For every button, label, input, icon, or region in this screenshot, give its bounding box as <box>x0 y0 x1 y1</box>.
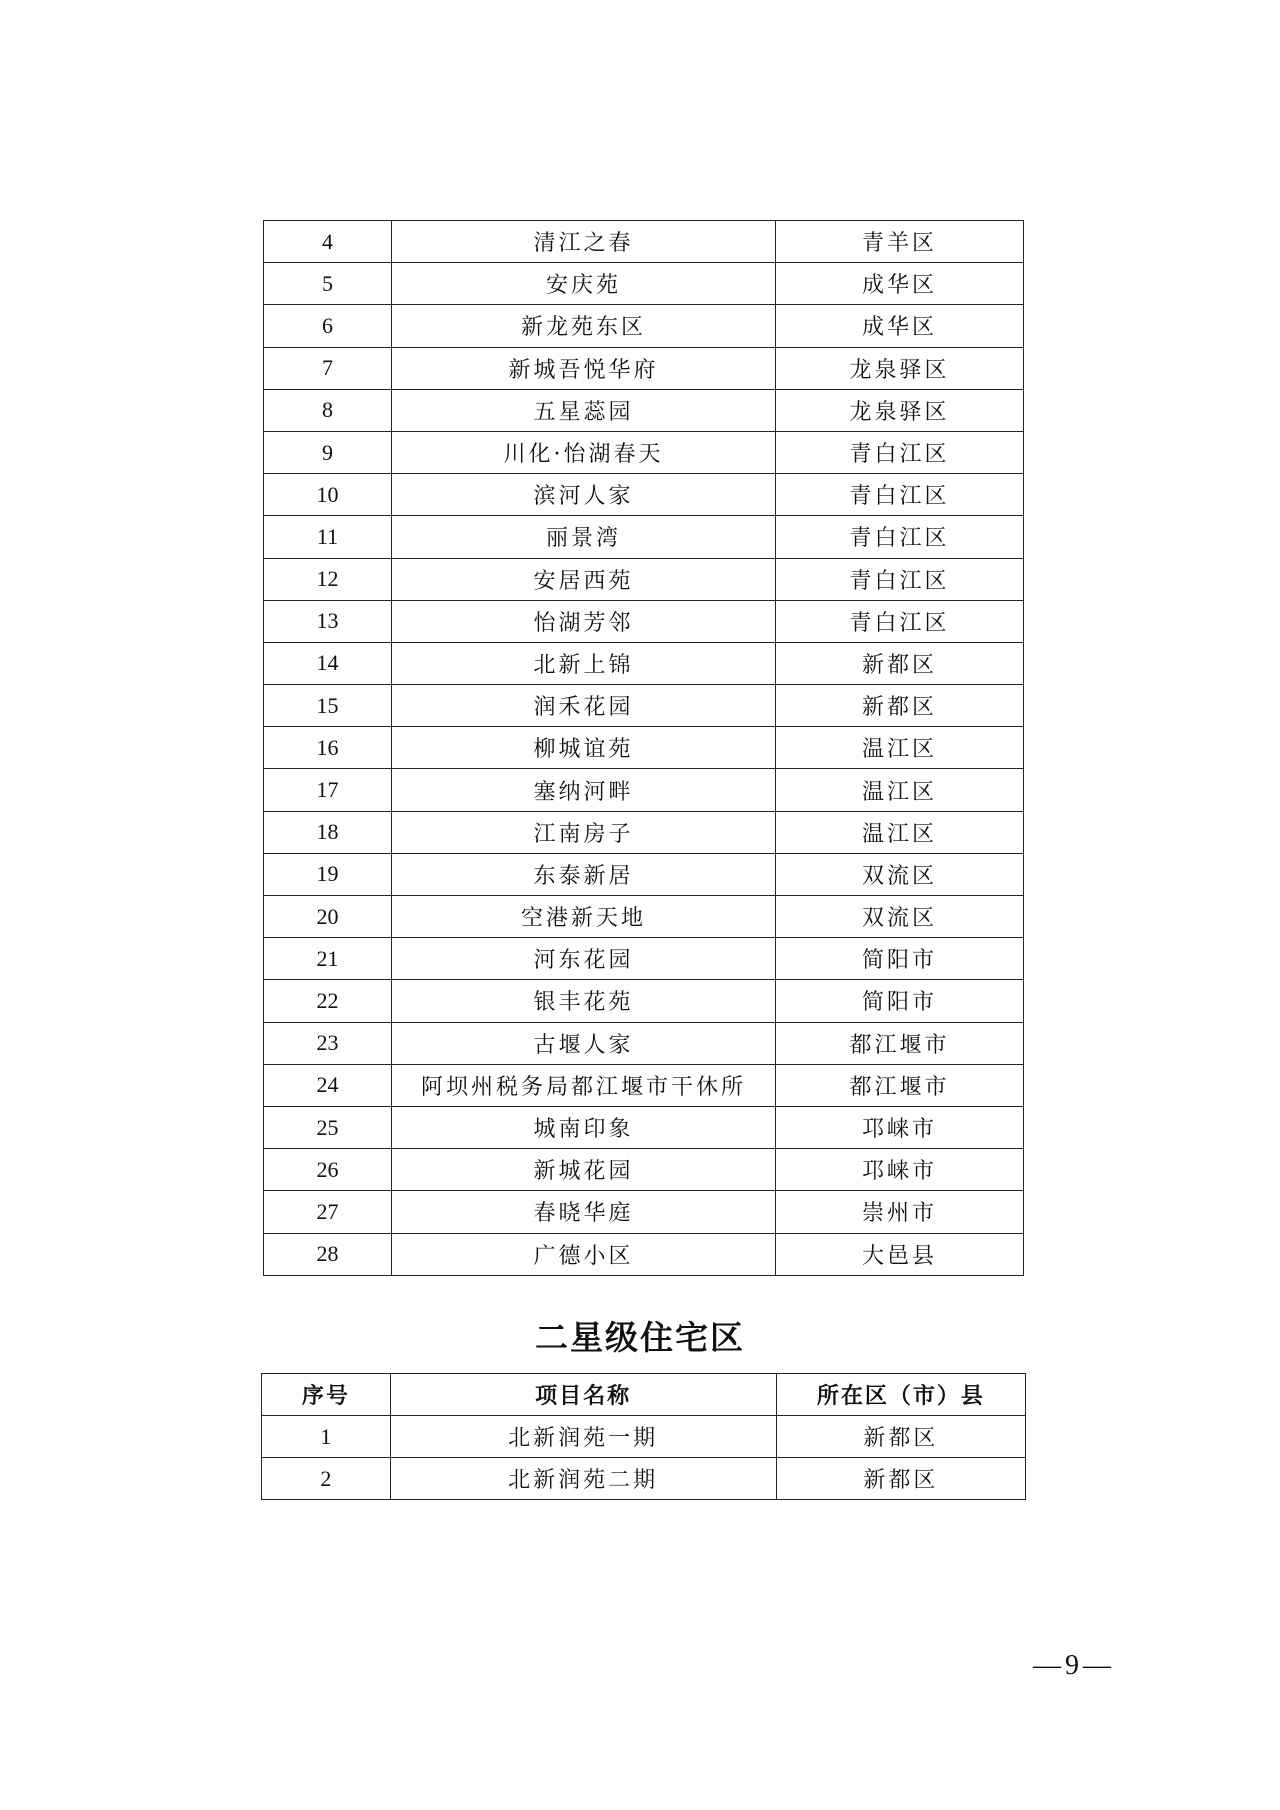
project-name-cell: 城南印象 <box>392 1106 776 1148</box>
serial-number-cell: 26 <box>264 1149 392 1191</box>
serial-number-cell: 15 <box>264 685 392 727</box>
table-row <box>264 474 1024 516</box>
header-serial-number: 序号 <box>262 1374 391 1416</box>
project-name-cell: 新城花园 <box>392 1149 776 1191</box>
serial-number-cell: 6 <box>264 305 392 347</box>
table-row <box>264 853 1024 895</box>
serial-number-cell: 21 <box>264 938 392 980</box>
serial-number-cell: 24 <box>264 1064 392 1106</box>
district-cell: 双流区 <box>776 853 1024 895</box>
district-cell: 简阳市 <box>776 980 1024 1022</box>
table-row <box>264 558 1024 600</box>
serial-number-cell: 20 <box>264 896 392 938</box>
district-cell: 邛崃市 <box>776 1106 1024 1148</box>
district-cell: 新都区 <box>776 1458 1025 1500</box>
serial-number-cell: 8 <box>264 389 392 431</box>
project-name-cell: 滨河人家 <box>392 474 776 516</box>
project-name-cell: 润禾花园 <box>392 685 776 727</box>
residential-table-continued <box>263 220 1024 1276</box>
serial-number-cell: 9 <box>264 431 392 473</box>
table-row <box>264 769 1024 811</box>
table-row <box>264 1149 1024 1191</box>
district-cell: 新都区 <box>776 1416 1025 1458</box>
table-row <box>264 1106 1024 1148</box>
project-name-cell: 塞纳河畔 <box>392 769 776 811</box>
table-row <box>264 600 1024 642</box>
district-cell: 成华区 <box>776 305 1024 347</box>
district-cell: 青羊区 <box>776 221 1024 263</box>
district-cell: 青白江区 <box>776 474 1024 516</box>
section-title: 二星级住宅区 <box>535 1318 745 1357</box>
serial-number-cell: 18 <box>264 811 392 853</box>
serial-number-cell: 22 <box>264 980 392 1022</box>
table-row <box>264 347 1024 389</box>
project-name-cell: 清江之春 <box>392 221 776 263</box>
district-cell: 青白江区 <box>776 431 1024 473</box>
project-name-cell: 安庆苑 <box>392 263 776 305</box>
serial-number-cell: 4 <box>264 221 392 263</box>
table-row <box>262 1416 1026 1458</box>
table-row <box>262 1458 1026 1500</box>
project-name-cell: 古堰人家 <box>392 1022 776 1064</box>
district-cell: 温江区 <box>776 769 1024 811</box>
district-cell: 龙泉驿区 <box>776 347 1024 389</box>
table-header-row <box>262 1374 1026 1416</box>
project-name-cell: 北新润苑一期 <box>390 1416 776 1458</box>
district-cell: 双流区 <box>776 896 1024 938</box>
project-name-cell: 银丰花苑 <box>392 980 776 1022</box>
project-name-cell: 川化·怡湖春天 <box>392 431 776 473</box>
project-name-cell: 丽景湾 <box>392 516 776 558</box>
table-row <box>264 389 1024 431</box>
serial-number-cell: 14 <box>264 642 392 684</box>
district-cell: 邛崃市 <box>776 1149 1024 1191</box>
district-cell: 简阳市 <box>776 938 1024 980</box>
header-district: 所在区（市）县 <box>776 1374 1025 1416</box>
project-name-cell: 怡湖芳邻 <box>392 600 776 642</box>
serial-number-cell: 13 <box>264 600 392 642</box>
project-name-cell: 柳城谊苑 <box>392 727 776 769</box>
project-name-cell: 安居西苑 <box>392 558 776 600</box>
project-name-cell: 河东花园 <box>392 938 776 980</box>
table-row <box>264 431 1024 473</box>
serial-number-cell: 2 <box>262 1458 391 1500</box>
table-row <box>264 727 1024 769</box>
serial-number-cell: 19 <box>264 853 392 895</box>
district-cell: 温江区 <box>776 811 1024 853</box>
project-name-cell: 北新润苑二期 <box>390 1458 776 1500</box>
district-cell: 龙泉驿区 <box>776 389 1024 431</box>
project-name-cell: 广德小区 <box>392 1233 776 1275</box>
table-row <box>264 516 1024 558</box>
serial-number-cell: 23 <box>264 1022 392 1064</box>
table-row <box>264 980 1024 1022</box>
project-name-cell: 空港新天地 <box>392 896 776 938</box>
project-name-cell: 五星蕊园 <box>392 389 776 431</box>
project-name-cell: 阿坝州税务局都江堰市干休所 <box>392 1064 776 1106</box>
district-cell: 大邑县 <box>776 1233 1024 1275</box>
district-cell: 温江区 <box>776 727 1024 769</box>
district-cell: 新都区 <box>776 685 1024 727</box>
serial-number-cell: 25 <box>264 1106 392 1148</box>
table-row <box>264 938 1024 980</box>
table-row <box>264 221 1024 263</box>
serial-number-cell: 5 <box>264 263 392 305</box>
project-name-cell: 新龙苑东区 <box>392 305 776 347</box>
district-cell: 青白江区 <box>776 516 1024 558</box>
project-name-cell: 北新上锦 <box>392 642 776 684</box>
serial-number-cell: 28 <box>264 1233 392 1275</box>
project-name-cell: 江南房子 <box>392 811 776 853</box>
table-row <box>264 896 1024 938</box>
table-row <box>264 263 1024 305</box>
project-name-cell: 新城吾悦华府 <box>392 347 776 389</box>
district-cell: 青白江区 <box>776 600 1024 642</box>
table-row <box>264 305 1024 347</box>
header-project-name: 项目名称 <box>390 1374 776 1416</box>
two-star-residential-table <box>261 1373 1026 1500</box>
district-cell: 青白江区 <box>776 558 1024 600</box>
district-cell: 都江堰市 <box>776 1022 1024 1064</box>
district-cell: 新都区 <box>776 642 1024 684</box>
serial-number-cell: 1 <box>262 1416 391 1458</box>
serial-number-cell: 16 <box>264 727 392 769</box>
serial-number-cell: 7 <box>264 347 392 389</box>
table-row <box>264 685 1024 727</box>
serial-number-cell: 17 <box>264 769 392 811</box>
serial-number-cell: 27 <box>264 1191 392 1233</box>
table-row <box>264 1022 1024 1064</box>
table-row <box>264 1191 1024 1233</box>
serial-number-cell: 11 <box>264 516 392 558</box>
project-name-cell: 东泰新居 <box>392 853 776 895</box>
district-cell: 成华区 <box>776 263 1024 305</box>
table-row <box>264 642 1024 684</box>
serial-number-cell: 12 <box>264 558 392 600</box>
table-row <box>264 811 1024 853</box>
serial-number-cell: 10 <box>264 474 392 516</box>
page-number: —9— <box>1033 1650 1115 1681</box>
district-cell: 崇州市 <box>776 1191 1024 1233</box>
table-row <box>264 1233 1024 1275</box>
district-cell: 都江堰市 <box>776 1064 1024 1106</box>
table-row <box>264 1064 1024 1106</box>
project-name-cell: 春晓华庭 <box>392 1191 776 1233</box>
